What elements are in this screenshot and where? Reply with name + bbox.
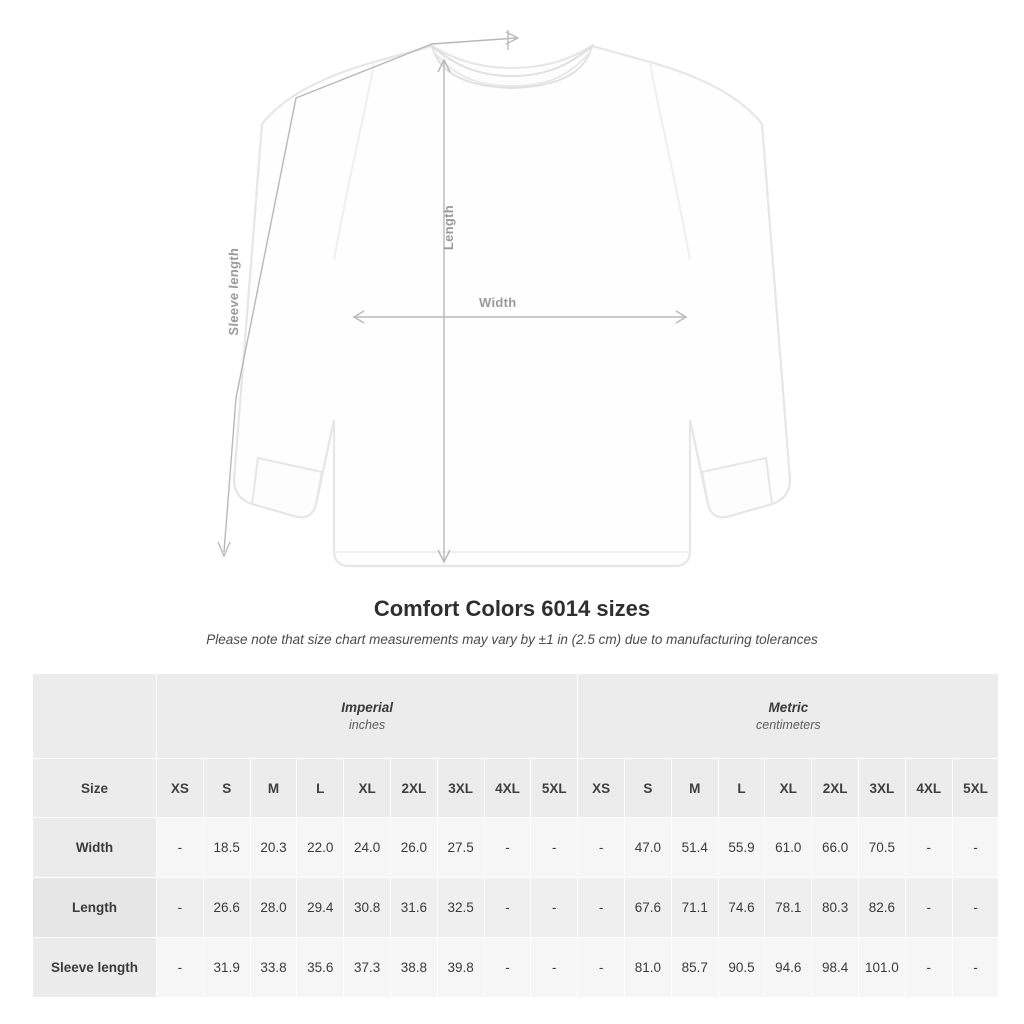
sleeve-imperial-m: 33.8	[250, 938, 297, 998]
length-imperial-l: 29.4	[297, 878, 344, 938]
width-metric-m: 51.4	[671, 818, 718, 878]
table-row	[33, 818, 999, 878]
metric-group-header	[578, 674, 999, 759]
sleeve-metric-2xl: 98.4	[812, 938, 859, 998]
size-header-metric-3xl: 3XL	[859, 759, 906, 818]
length-metric-m: 71.1	[671, 878, 718, 938]
table-row	[33, 938, 999, 998]
metric-group-name: Metric	[768, 699, 809, 715]
length-metric-xs: -	[578, 878, 625, 938]
sleeve-metric-m: 85.7	[671, 938, 718, 998]
size-header-metric-s: S	[625, 759, 672, 818]
length-metric-s: 67.6	[625, 878, 672, 938]
size-table-wrapper	[32, 673, 992, 998]
sleeve-imperial-l: 35.6	[297, 938, 344, 998]
size-header-row	[33, 759, 999, 818]
width-imperial-s: 18.5	[203, 818, 250, 878]
length-imperial-2xl: 31.6	[390, 878, 437, 938]
row-label-sleeve-length: Sleeve length	[33, 938, 157, 998]
length-imperial-3xl: 32.5	[437, 878, 484, 938]
size-header-imperial-2xl: 2XL	[390, 759, 437, 818]
size-header-metric-4xl: 4XL	[905, 759, 952, 818]
size-header-imperial-s: S	[203, 759, 250, 818]
unit-header-row	[33, 674, 999, 759]
length-metric-l: 74.6	[718, 878, 765, 938]
width-imperial-m: 20.3	[250, 818, 297, 878]
sleeve-imperial-2xl: 38.8	[390, 938, 437, 998]
width-metric-3xl: 70.5	[859, 818, 906, 878]
width-imperial-5xl: -	[531, 818, 578, 878]
length-imperial-xs: -	[157, 878, 204, 938]
sleeve-metric-s: 81.0	[625, 938, 672, 998]
width-metric-xs: -	[578, 818, 625, 878]
imperial-group-unit: inches	[349, 718, 386, 733]
size-header-metric-2xl: 2XL	[812, 759, 859, 818]
sleeve-imperial-4xl: -	[484, 938, 531, 998]
sleeve-dimension-label: Sleeve length	[226, 247, 241, 337]
width-metric-l: 55.9	[718, 818, 765, 878]
length-metric-5xl: -	[952, 878, 999, 938]
length-imperial-5xl: -	[531, 878, 578, 938]
imperial-group-header	[157, 674, 578, 759]
size-header-imperial-l: L	[297, 759, 344, 818]
length-metric-3xl: 82.6	[859, 878, 906, 938]
row-label-width: Width	[33, 818, 157, 878]
width-imperial-xs: -	[157, 818, 204, 878]
size-header-metric-l: L	[718, 759, 765, 818]
title-block	[0, 596, 1024, 647]
table-corner	[33, 674, 157, 759]
sleeve-metric-xs: -	[578, 938, 625, 998]
size-header-metric-5xl: 5XL	[952, 759, 999, 818]
width-imperial-2xl: 26.0	[390, 818, 437, 878]
sleeve-imperial-s: 31.9	[203, 938, 250, 998]
length-imperial-s: 26.6	[203, 878, 250, 938]
tolerance-note: Please note that size chart measurements may vary by ±1 in (2.5 cm) due to manufacturing tolerances	[206, 632, 818, 647]
size-header-imperial-m: M	[250, 759, 297, 818]
sleeve-metric-5xl: -	[952, 938, 999, 998]
width-metric-xl: 61.0	[765, 818, 812, 878]
width-imperial-4xl: -	[484, 818, 531, 878]
sleeve-imperial-3xl: 39.8	[437, 938, 484, 998]
sleeve-imperial-xl: 37.3	[344, 938, 391, 998]
sleeve-imperial-xs: -	[157, 938, 204, 998]
length-metric-4xl: -	[905, 878, 952, 938]
size-header-imperial-4xl: 4XL	[484, 759, 531, 818]
width-imperial-xl: 24.0	[344, 818, 391, 878]
length-imperial-m: 28.0	[250, 878, 297, 938]
metric-group-unit: centimeters	[756, 718, 821, 733]
size-table	[32, 673, 999, 998]
sleeve-metric-4xl: -	[905, 938, 952, 998]
row-label-length: Length	[33, 878, 157, 938]
width-imperial-3xl: 27.5	[437, 818, 484, 878]
width-metric-4xl: -	[905, 818, 952, 878]
width-imperial-l: 22.0	[297, 818, 344, 878]
width-metric-s: 47.0	[625, 818, 672, 878]
page-title: Comfort Colors 6014 sizes	[373, 596, 651, 621]
width-metric-5xl: -	[952, 818, 999, 878]
sleeve-metric-l: 90.5	[718, 938, 765, 998]
length-dimension-label: Length	[441, 205, 456, 251]
size-header-imperial-xl: XL	[344, 759, 391, 818]
size-header-imperial-3xl: 3XL	[437, 759, 484, 818]
size-header-imperial-xs: XS	[157, 759, 204, 818]
length-imperial-4xl: -	[484, 878, 531, 938]
sleeve-imperial-5xl: -	[531, 938, 578, 998]
size-header-metric-xs: XS	[578, 759, 625, 818]
sleeve-metric-3xl: 101.0	[859, 938, 906, 998]
size-header-imperial-5xl: 5XL	[531, 759, 578, 818]
size-header-metric-xl: XL	[765, 759, 812, 818]
width-dimension-label: Width	[479, 295, 517, 310]
table-row	[33, 878, 999, 938]
size-header-metric-m: M	[671, 759, 718, 818]
length-metric-2xl: 80.3	[812, 878, 859, 938]
size-header-label: Size	[33, 759, 157, 818]
sleeve-metric-xl: 94.6	[765, 938, 812, 998]
length-imperial-xl: 30.8	[344, 878, 391, 938]
width-metric-2xl: 66.0	[812, 818, 859, 878]
imperial-group-name: Imperial	[341, 699, 393, 715]
length-metric-xl: 78.1	[765, 878, 812, 938]
